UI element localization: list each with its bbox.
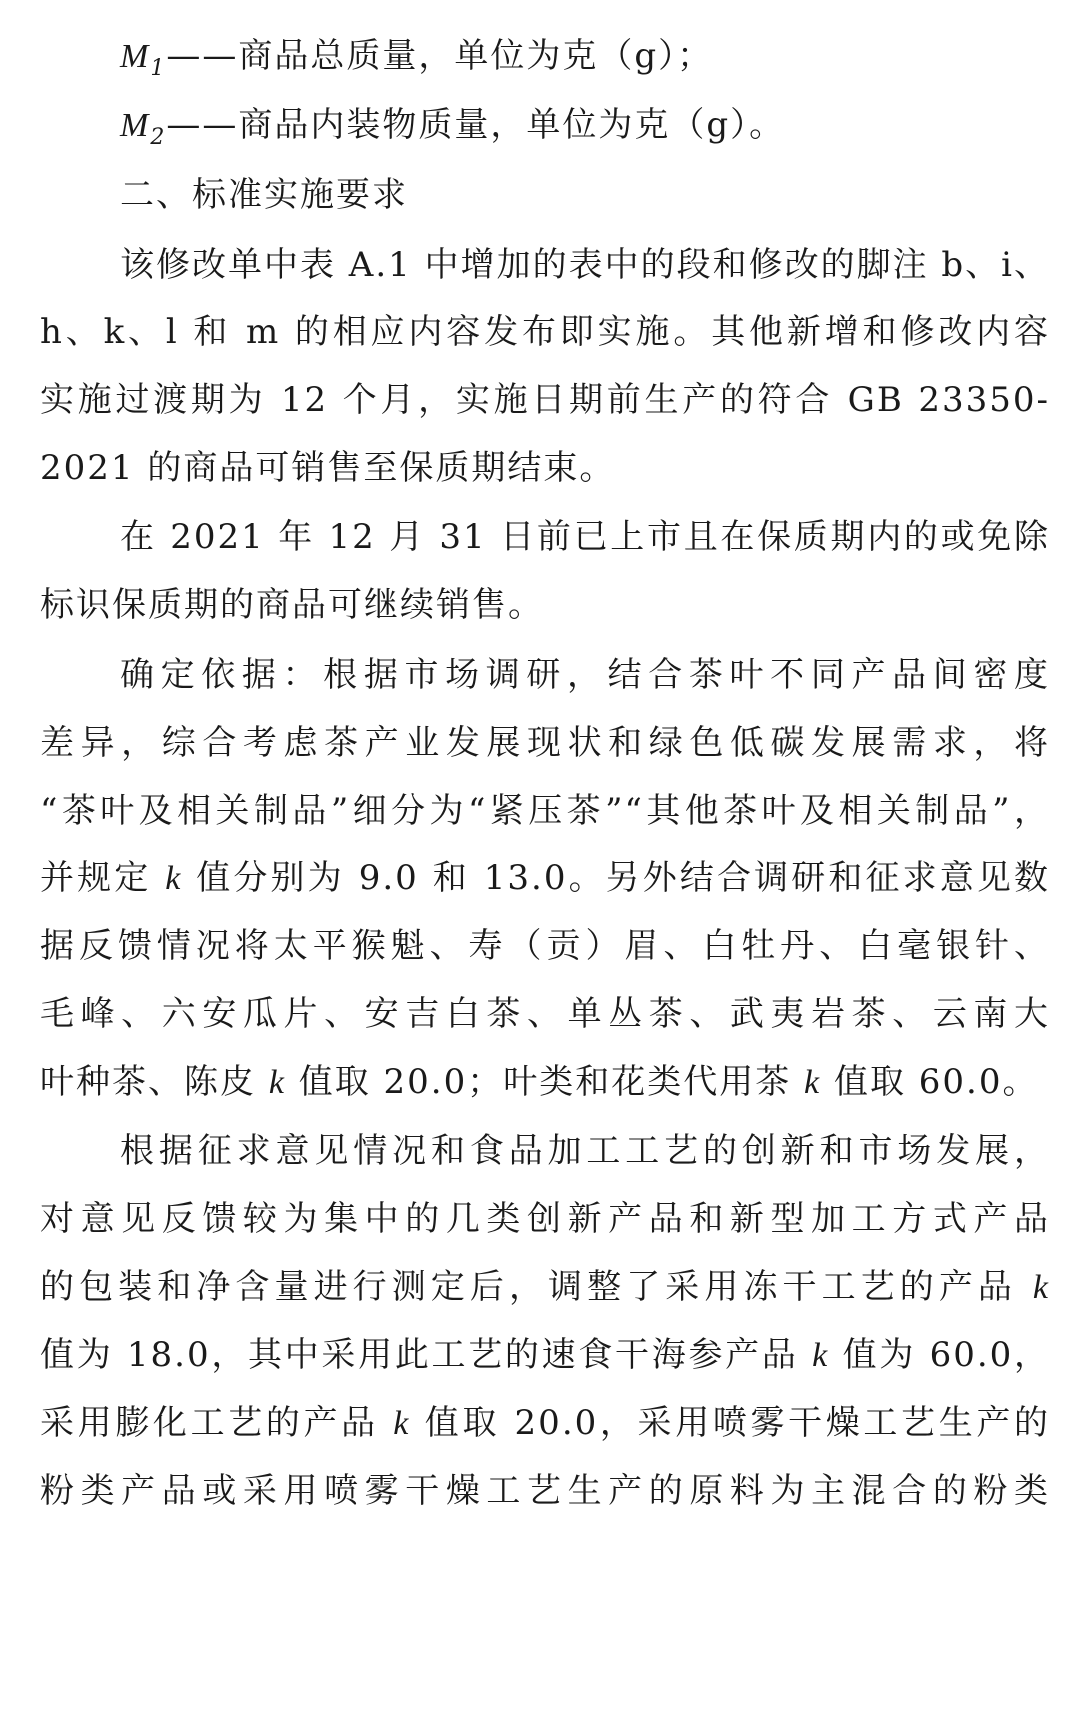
para3-line-7-c: 值取 60.0。 <box>821 1062 1039 1102</box>
symbol-m2: M <box>120 107 151 144</box>
para3-line-2: 差异，综合考虑茶产业发展现状和绿色低碳发展需求，将 <box>40 723 1050 763</box>
para1-line-4: 2021 的商品可销售至保质期结束。 <box>40 448 616 488</box>
para4-line-4-b: 值为 60.0， <box>829 1335 1050 1375</box>
k-variable: k <box>165 860 183 897</box>
subscript-m1: 1 <box>150 56 167 81</box>
para1-line-2: h、k、l 和 m 的相应内容发布即实施。其他新增和修改内容 <box>40 312 1050 352</box>
definition-m1-text: ——商品总质量，单位为克（g）； <box>166 36 714 76</box>
definition-m2-text: ——商品内装物质量，单位为克（g）。 <box>166 105 786 145</box>
para1-line-1: 该修改单中表 A.1 中增加的表中的段和修改的脚注 b、i、 <box>120 245 1051 285</box>
k-variable: k <box>1032 1269 1050 1306</box>
para3-line-5: 据反馈情况将太平猴魁、寿（贡）眉、白牡丹、白毫银针、 <box>40 926 1050 966</box>
para3-line-6: 毛峰、六安瓜片、安吉白茶、单丛茶、武夷岩茶、云南大 <box>40 994 1050 1034</box>
para3-line-7-b: 值取 20.0；叶类和花类代用茶 <box>285 1062 805 1102</box>
para4-line-5-a: 采用膨化工艺的产品 <box>40 1403 394 1443</box>
para4-line-5-b: 值取 20.0，采用喷雾干燥工艺生产的 <box>410 1403 1050 1443</box>
para4-line-1: 根据征求意见情况和食品加工工艺的创新和市场发展， <box>120 1131 1050 1171</box>
definition-m2 <box>120 100 1050 150</box>
para3-line-4 <box>40 853 1050 903</box>
definition-m1 <box>120 31 1050 81</box>
k-variable: k <box>804 1064 822 1101</box>
para3-line-4-a: 并规定 <box>40 858 166 898</box>
para4-line-4-a: 值为 18.0，其中采用此工艺的速食干海参产品 <box>40 1335 813 1375</box>
para3-line-7-a: 叶种茶、陈皮 <box>40 1062 269 1102</box>
para4-line-4 <box>40 1330 1050 1380</box>
para4-line-3-a: 的包装和净含量进行测定后，调整了采用冻干工艺的产品 <box>40 1267 1033 1307</box>
k-variable: k <box>812 1337 830 1374</box>
para1-line-3: 实施过渡期为 12 个月，实施日期前生产的符合 GB 23350- <box>40 380 1050 420</box>
para2-line-1: 在 2021 年 12 月 31 日前已上市且在保质期内的或免除 <box>120 517 1050 557</box>
para4-line-6: 粉类产品或采用喷雾干燥工艺生产的原料为主混合的粉类 <box>40 1471 1050 1511</box>
para3-line-1: 确定依据：根据市场调研，结合茶叶不同产品间密度 <box>120 655 1050 695</box>
para4-line-3 <box>40 1262 1050 1312</box>
subscript-m2: 2 <box>150 125 167 150</box>
para3-line-7 <box>40 1057 1050 1107</box>
k-variable: k <box>393 1405 411 1442</box>
section-heading: 二、标准实施要求 <box>120 175 408 215</box>
k-variable: k <box>268 1064 286 1101</box>
para3-line-3: “茶叶及相关制品”细分为“紧压茶”“其他茶叶及相关制品”， <box>40 791 1050 831</box>
para2-line-2: 标识保质期的商品可继续销售。 <box>40 585 544 625</box>
para4-line-5 <box>40 1398 1050 1448</box>
symbol-m1: M <box>120 38 151 75</box>
para4-line-2: 对意见反馈较为集中的几类创新产品和新型加工方式产品 <box>40 1199 1050 1239</box>
para3-line-4-b: 值分别为 9.0 和 13.0。另外结合调研和征求意见数 <box>182 858 1050 898</box>
